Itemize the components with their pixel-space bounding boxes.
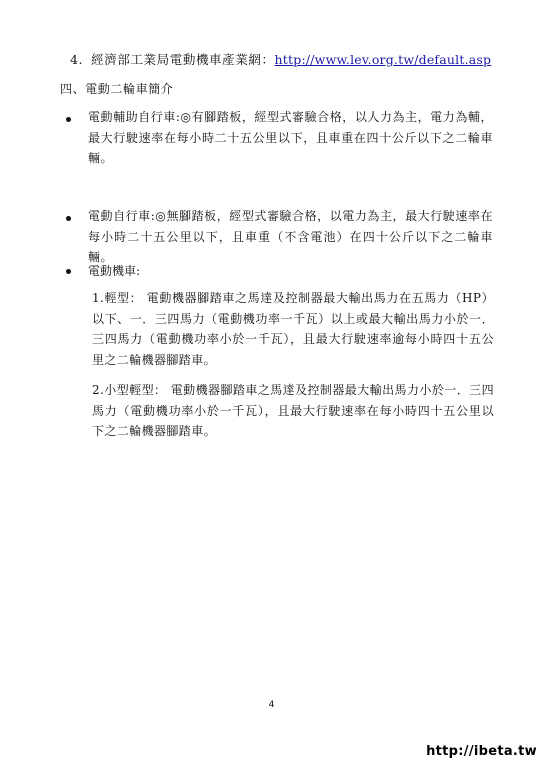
scooter-type-small-light: 2.小型輕型： 電動機器腳踏車之馬達及控制器最大輸出馬力小於一．三四馬力（電動機功率小於一千瓦），且最大行駛速率在每小時四十五公里以下之二輪機器腳踏車。 — [92, 383, 494, 438]
bullet-icon — [66, 269, 71, 274]
watermark: http://ibeta.tw — [426, 744, 537, 759]
page-number: 4 — [268, 700, 275, 710]
reference-text: 經濟部工業局電動機車產業網： — [91, 52, 275, 67]
scooter-type-light: 1.輕型： 電動機器腳踏車之馬達及控制器最大輸出馬力在五馬力（HP）以下、一．三四馬力（電動機功率一千瓦）以上或最大輸出馬力小於一．三四馬力（電動機功率小於一千瓦），且最大行駛速率逾每小時四十五公里之二輪機器腳踏車。 — [92, 291, 494, 367]
reference-number: 4. — [70, 52, 84, 67]
bullet-icon — [66, 117, 71, 122]
bullet-pedal-assist-bicycle: 電動輔助自行車:◎有腳踏板，經型式審驗合格，以人力為主，電力為輔，最大行駛速率在每小時二十五公里以下，且車重在四十公斤以下之二輪車輛。 — [88, 110, 493, 165]
section-heading: 四、電動二輪車簡介 — [60, 82, 174, 96]
bullet-icon — [66, 216, 71, 221]
bullet-electric-scooter: 電動機車: — [88, 264, 141, 278]
bullet-electric-bicycle: 電動自行車:◎無腳踏板，經型式審驗合格，以電力為主，最大行駛速率在每小時二十五公里以下，且車重（不含電池）在四十公斤以下之二輪車輛。 — [88, 209, 493, 264]
reference-line — [70, 53, 491, 67]
reference-link[interactable]: http://www.lev.org.tw/default.asp — [274, 52, 492, 67]
